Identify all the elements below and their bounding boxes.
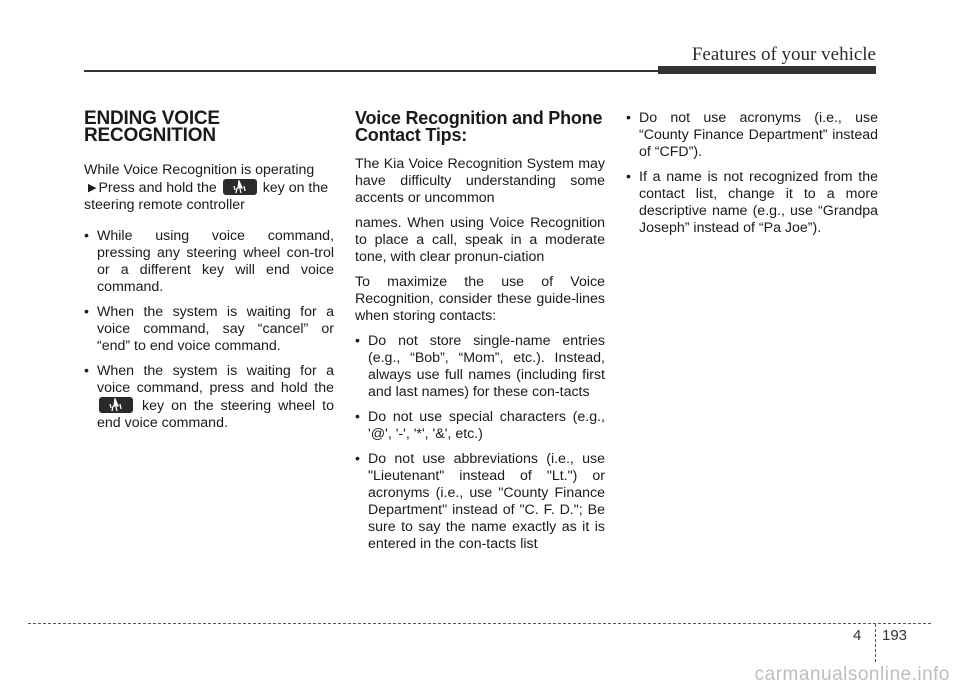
column-1 <box>84 110 334 440</box>
paragraph: names. When using Voice Recognition to place a call, speak in a moderate tone, with clear pronun-ciation <box>355 215 605 265</box>
list-item: • If a name is not recognized from the contact list, change it to a more descriptive name (e.g., use “Grandpa Joseph” instead of “Pa Joe”). <box>626 169 878 237</box>
heading-ending-voice-recognition <box>84 110 334 144</box>
heading-voice-recognition-tips <box>355 110 605 144</box>
heading-line-2: Contact Tips: <box>355 125 468 145</box>
bullet-list <box>84 228 334 432</box>
instruction-line <box>84 179 334 197</box>
column-2 <box>355 110 605 561</box>
instruction-pre: Press and hold the <box>98 180 217 196</box>
watermark: carmanualsonline.info <box>754 664 950 685</box>
instruction-post: key on the <box>262 180 329 196</box>
list-item: • When the system is waiting for a voice command, say “cancel” or “end” to end voice command. <box>84 304 334 355</box>
list-item-text-pre: When the system is waiting for a voice command, press and hold the <box>97 363 334 396</box>
page-number-separator <box>875 624 876 662</box>
list-item: • Do not use acronyms (i.e., use “County Finance Department” instead of “CFD”). <box>626 110 878 161</box>
voice-recognition-key-icon <box>223 179 257 195</box>
heading-line-2: RECOGNITION <box>84 125 216 146</box>
list-item: • Do not use special characters (e.g., '@', '-', '*', '&', etc.) <box>355 409 605 443</box>
column-3 <box>626 110 878 245</box>
heading-line-1: Voice Recognition and Phone <box>355 108 603 128</box>
chapter-number: 4 <box>853 627 862 644</box>
section-title: Features of your vehicle <box>691 44 876 65</box>
list-item-text-post: key on the steering wheel to end voice command. <box>97 398 334 431</box>
footer-rule <box>28 623 931 624</box>
list-item: • Do not use abbreviations (i.e., use "Lieutenant" instead of "Lt.") or acronyms (i.e., use "County Finance Department" instead of "C. F. D."; Be sure to say the name exactly as it is entered in the con-tacts list <box>355 451 605 553</box>
intro-text: While Voice Recognition is operating <box>84 162 315 178</box>
bullet-list <box>355 333 605 553</box>
header-rule-accent <box>658 66 876 74</box>
list-item: • Do not store single-name entries (e.g., “Bob”, “Mom”, etc.). Instead, always use full names (including first and last names) for these con-tacts <box>355 333 605 401</box>
page-number: 193 <box>882 627 908 644</box>
instruction-continuation: steering remote controller <box>84 197 245 213</box>
list-item <box>84 363 334 432</box>
paragraph: The Kia Voice Recognition System may have difficulty understanding some accents or uncommon <box>355 156 605 206</box>
heading-line-1: ENDING VOICE <box>84 108 220 129</box>
intro-paragraph <box>84 162 334 197</box>
voice-recognition-key-icon <box>99 397 133 413</box>
bullet-list <box>626 110 878 237</box>
arrow-right-icon: ▶ <box>88 182 97 194</box>
paragraph: To maximize the use of Voice Recognition, consider these guide-lines when storing contacts: <box>355 274 605 324</box>
header-rule <box>84 70 674 72</box>
list-item: • While using voice command, pressing any steering wheel con-trol or a different key will end voice command. <box>84 228 334 296</box>
